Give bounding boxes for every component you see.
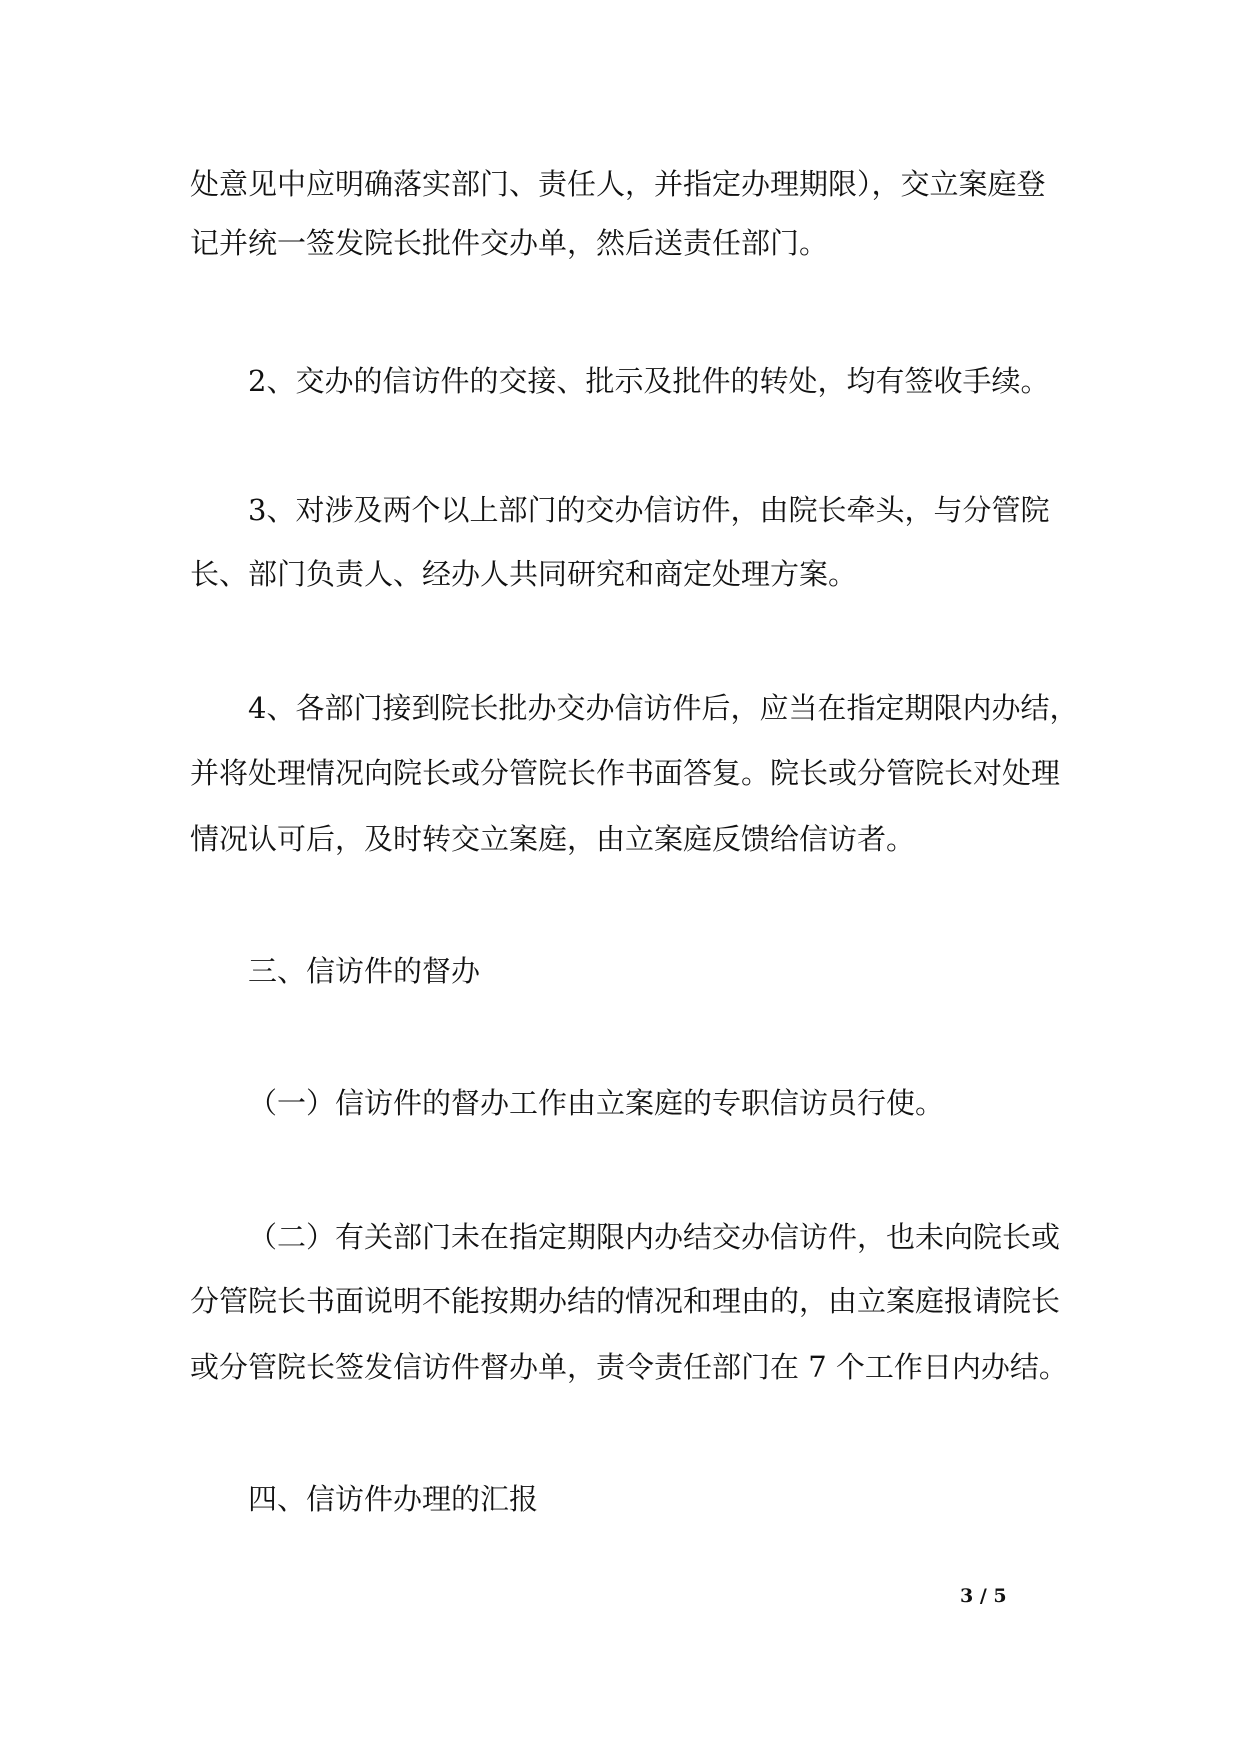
text-line: 2、交办的信访件的交接、批示及批件的转处，均有签收手续。 — [248, 364, 1050, 398]
text-line: 并将处理情况向院长或分管院长作书面答复。院长或分管院长对处理 — [190, 756, 1061, 790]
text-line: 情况认可后，及时转交立案庭，由立案庭反馈给信访者。 — [190, 822, 916, 856]
text-line: 或分管院长签发信访件督办单，责令责任部门在 7 个工作日内办结。 — [190, 1350, 1068, 1384]
text-line: （一）信访件的督办工作由立案庭的专职信访员行使。 — [248, 1086, 945, 1120]
text-line: 记并统一签发院长批件交办单，然后送责任部门。 — [190, 226, 829, 260]
text-line: 4、各部门接到院长批办交办信访件后，应当在指定期限内办结， — [248, 691, 1079, 725]
page-number: 3 / 5 — [960, 1585, 1007, 1607]
text-line: 长、部门负责人、经办人共同研究和商定处理方案。 — [190, 557, 858, 591]
text-line: 分管院长书面说明不能按期办结的情况和理由的，由立案庭报请院长 — [190, 1284, 1061, 1318]
text-line: 处意见中应明确落实部门、责任人，并指定办理期限），交立案庭登 — [190, 167, 1046, 201]
section-heading: 四、信访件办理的汇报 — [248, 1482, 539, 1516]
text-line: 3、对涉及两个以上部门的交办信访件，由院长牵头，与分管院 — [248, 493, 1050, 527]
text-line: （二）有关部门未在指定期限内办结交办信访件，也未向院长或 — [248, 1220, 1061, 1254]
section-heading: 三、信访件的督办 — [248, 954, 481, 988]
